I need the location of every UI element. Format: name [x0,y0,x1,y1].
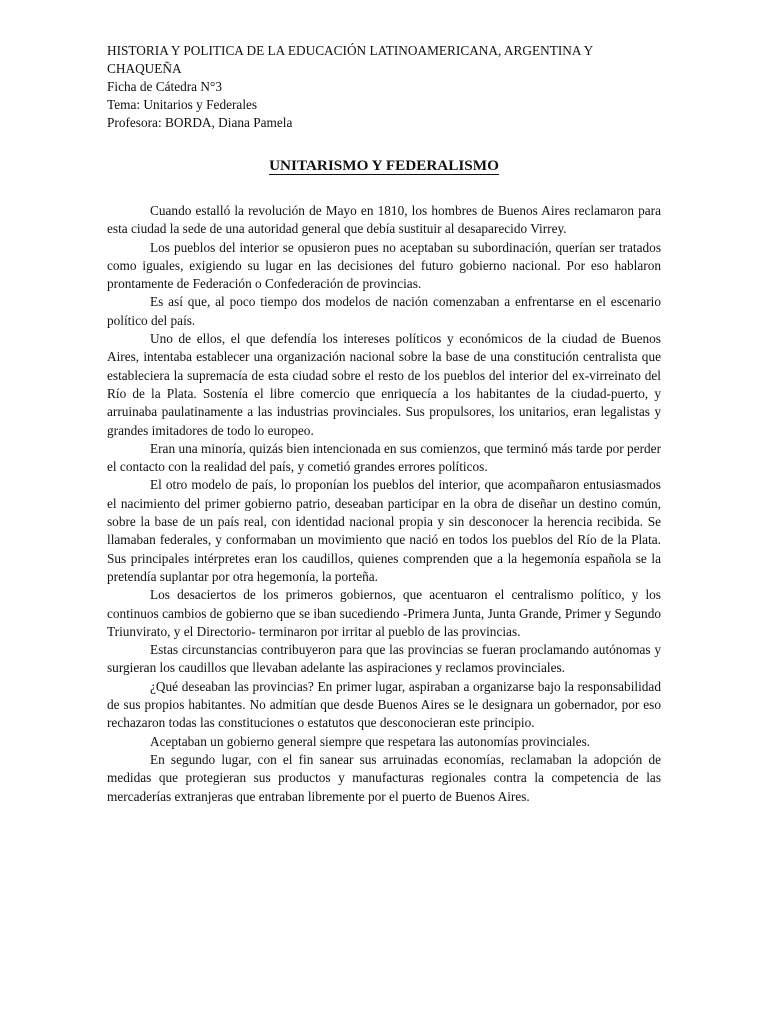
document-title-text: UNITARISMO Y FEDERALISMO [269,157,499,174]
topic: Tema: Unitarios y Federales [107,97,258,112]
paragraph: Aceptaban un gobierno general siempre que respetara las autonomías provinciales. [150,733,591,749]
paragraph: Es así que, al poco tiempo dos modelos de nación comenzaban a enfrentarse en el escenario político del país. [107,294,661,328]
document-header [107,42,661,132]
paragraph: Los desaciertos de los primeros gobiernos, que acentuaron el centralismo político, y los continuos cambios de gobierno que se iban sucediendo -Primera Junta, Junta Grande, Primer y Segundo Triunvirato, y el Directorio- terminaron por irritar al pueblo de las provincias. [107,587,661,639]
sheet-number: Ficha de Cátedra N°3 [107,79,222,94]
document-title [107,156,661,176]
paragraph: El otro modelo de país, lo proponían los pueblos del interior, que acompañaron entusiasmados el nacimiento del primer gobierno patrio, deseaban participar en la obra de diseñar un destino común, sobre la base de un país real, con identidad nacional propia y sin desconocer la herencia recibida. Se llamaban federales, y conformaban un movimiento que nació en todos los pueblos del Río de la Plata. Sus principales intérpretes eran los caudillos, quienes comprenden que a la hegemonía española se la pretendía suplantar por otra hegemonía, la porteña. [107,477,661,584]
paragraph: ¿Qué deseaban las provincias? En primer lugar, aspiraban a organizarse bajo la responsabilidad de sus propios habitantes. No admitían que desde Buenos Aires se le designara un gobernador, por eso rechazaron todas las constituciones o estatutos que desconocieran este principio. [107,678,661,731]
paragraph: Uno de ellos, el que defendía los intereses políticos y económicos de la ciudad de Buenos Aires, intentaba establecer una organización nacional sobre la base de una constitución centralista que estableciera la supremacía de esta ciudad sobre el resto de los pueblos del interior del ex-virreinato del Río de la Plata. Sostenía el libre comercio que enriquecía a los habitantes de la ciudad-puerto, y arruinaba paulatinamente a las industrias provinciales. Sus propulsores, los unitarios, eran legalistas y grandes imitadores de todo lo europeo. [107,331,661,438]
paragraph: Eran una minoría, quizás bien intencionada en sus comienzos, que terminó más tarde por perder el contacto con la realidad del país, y cometió grandes errores políticos. [107,440,661,475]
document-page [107,42,661,804]
paragraph: Cuando estalló la revolución de Mayo en 1810, los hombres de Buenos Aires reclamaron para esta ciudad la sede de una autoridad general que debía sustituir al desaparecido Virrey. [107,203,661,237]
professor: Profesora: BORDA, Diana Pamela [107,115,293,130]
course-title-line-1: HISTORIA Y POLITICA DE LA EDUCACIÓN LATINOAMERICANA, ARGENTINA Y [107,43,594,58]
course-title-line-2: CHAQUEÑA [107,61,182,76]
document-body [107,202,661,806]
paragraph: En segundo lugar, con el fin sanear sus arruinadas economías, reclamaban la adopción de medidas que protegieran sus productos y manufacturas regionales contra la competencia de las mercaderías extranjeras que entraban libremente por el puerto de Buenos Aires. [107,751,661,804]
paragraph: Estas circunstancias contribuyeron para que las provincias se fueran proclamando autónomas y surgieran los caudillos que llevaban adelante las aspiraciones y reclamos provinciales. [107,642,661,676]
paragraph: Los pueblos del interior se opusieron pues no aceptaban su subordinación, querían ser tratados como iguales, exigiendo su lugar en las decisiones del futuro gobierno nacional. Por eso hablaron prontamente de Federación o Confederación de provincias. [107,239,661,292]
